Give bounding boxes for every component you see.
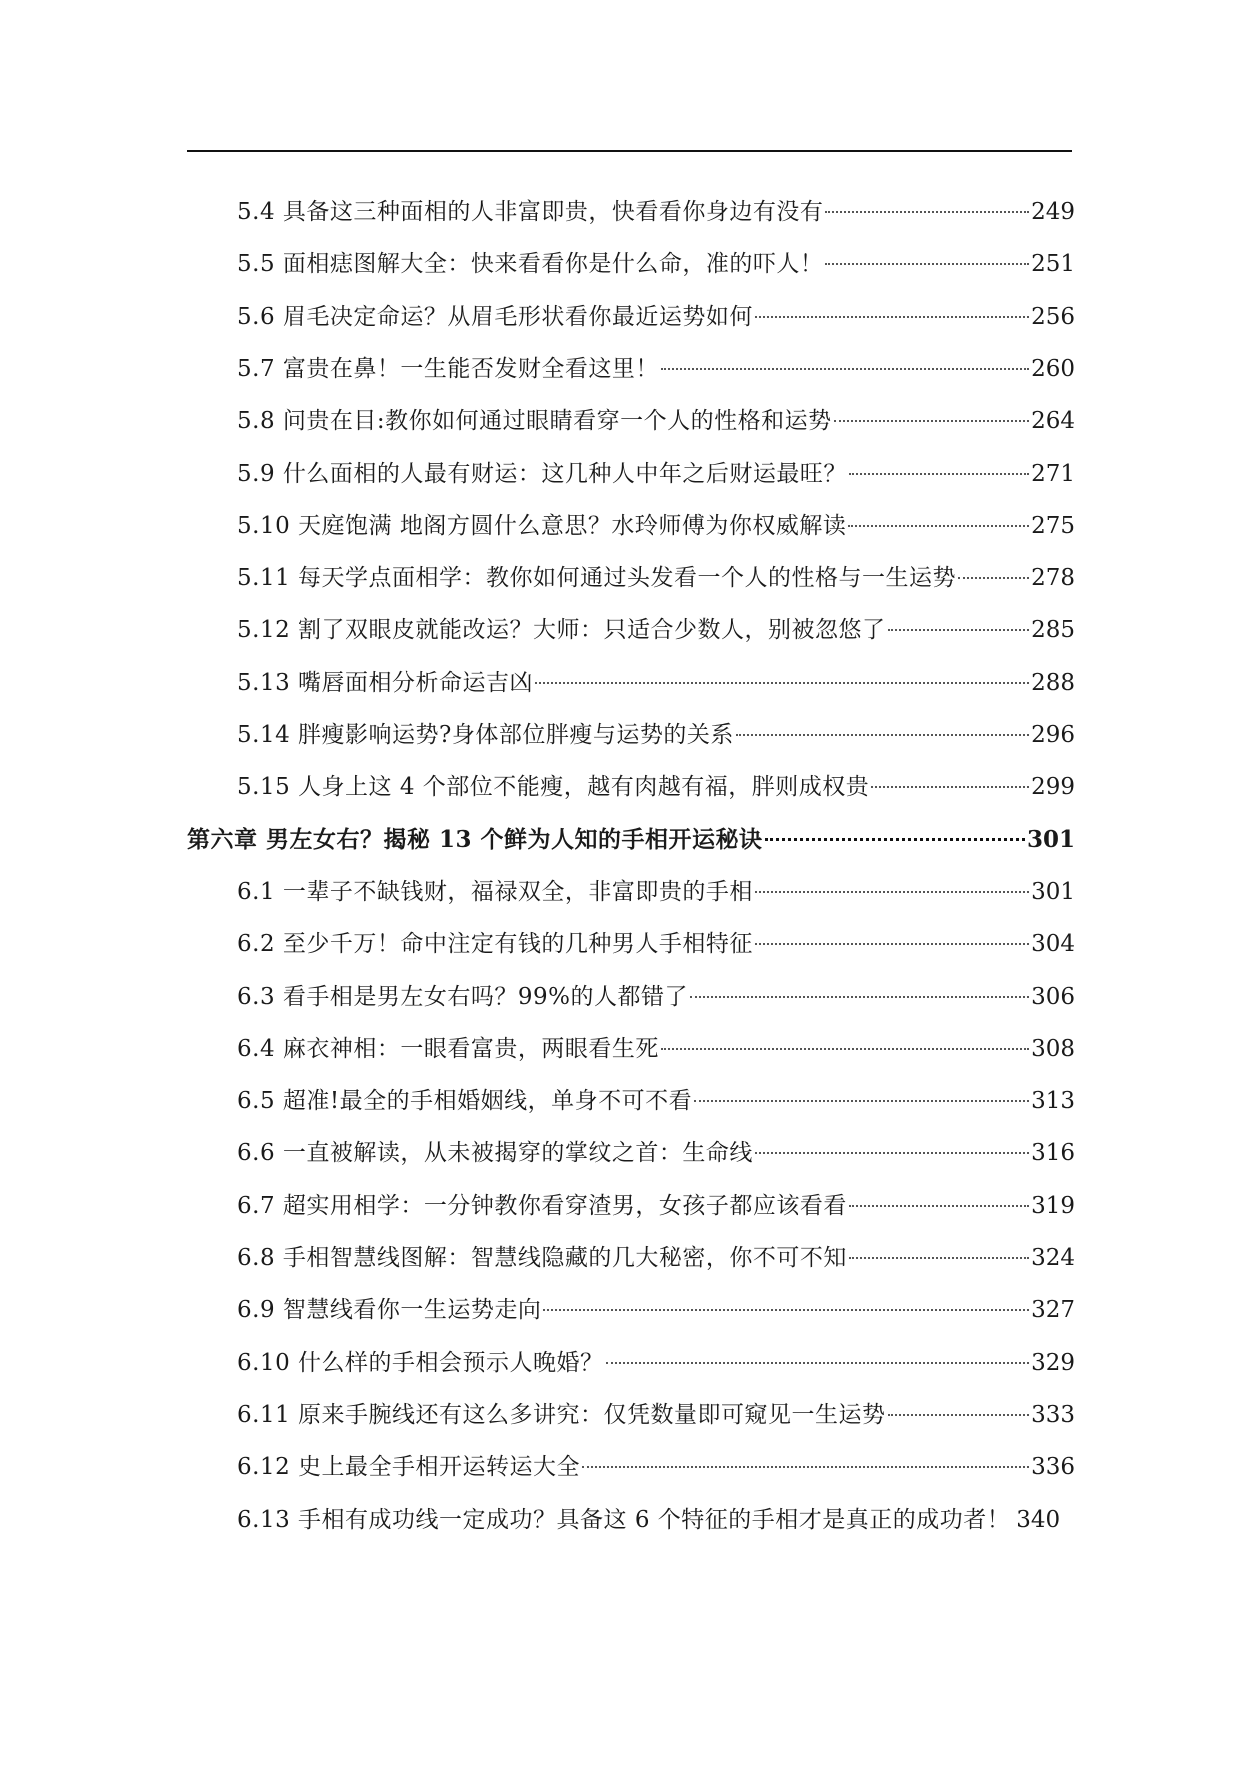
toc-entry-title: 6.8 手相智慧线图解：智慧线隐藏的几大秘密，你不可不知 [237,1245,847,1271]
toc-entry[interactable] [237,404,1075,438]
toc-page-number: 260 [1031,355,1075,382]
toc-entry-title: 5.13 嘴唇面相分析命运吉凶 [237,669,534,696]
toc-page-number: 299 [1031,774,1075,801]
toc-page-number: 329 [1031,1349,1075,1376]
toc-entry[interactable] [237,875,1075,909]
toc-entry-title: 6.13 手相有成功线一定成功？具备这 6 个特征的手相才是真正的成功者！ [237,1506,1011,1533]
toc-entry[interactable] [237,718,1075,752]
toc-page-number: 327 [1031,1297,1075,1324]
dot-leader [755,943,1029,945]
toc-entry-title: 6.1 一辈子不缺钱财，福禄双全，非富即贵的手相 [237,878,753,905]
dot-leader [888,1414,1030,1416]
dot-leader [848,525,1029,527]
toc-entry[interactable] [237,195,1075,229]
dot-leader [661,1048,1029,1050]
toc-page-number: 316 [1031,1140,1075,1167]
toc-page-number: 319 [1031,1192,1075,1219]
toc-page-number: 275 [1031,512,1075,539]
toc-page-number: 313 [1031,1088,1075,1115]
toc-entry-title: 6.10 什么样的手相会预示人晚婚？ [237,1349,604,1376]
toc-entry-title: 5.11 每天学点面相学：教你如何通过头发看一个人的性格与一生运势 [237,565,957,592]
toc-entry-title: 5.4 具备这三种面相的人非富即贵，快看看你身边有没有 [237,199,824,225]
dot-leader [834,420,1029,422]
toc-page-number: 251 [1031,251,1075,278]
toc-entry[interactable] [237,561,1075,595]
toc-entry-title: 6.5 超准!最全的手相婚姻线，单身不可不看 [237,1088,693,1115]
toc-entry[interactable] [237,980,1075,1014]
dot-leader [888,629,1030,631]
dot-leader [582,1466,1029,1468]
header-rule [187,150,1072,152]
dot-leader [849,1257,1029,1259]
toc-entry[interactable] [237,247,1075,281]
toc-entry-title: 5.9 什么面相的人最有财运：这几种人中年之后财运最旺？ [237,460,847,487]
toc-entry[interactable] [237,457,1075,491]
dot-leader [661,368,1029,370]
toc-page-number: 336 [1031,1454,1075,1481]
dot-leader [606,1362,1030,1364]
dot-leader [543,1309,1029,1311]
toc-page-number: 301 [1031,878,1075,905]
toc-entry[interactable] [237,1136,1075,1170]
toc-page-number: 285 [1031,617,1075,644]
toc-entry-title: 6.3 看手相是男左女右吗？99%的人都错了 [237,983,689,1010]
dot-leader [849,473,1029,475]
toc-page-number: 306 [1031,983,1075,1010]
toc-entry[interactable] [237,1084,1075,1118]
toc-entry-title: 6.12 史上最全手相开运转运大全 [237,1454,581,1481]
dot-leader [755,891,1029,893]
toc-chapter-entry[interactable] [187,823,1075,857]
toc-entry[interactable] [237,300,1075,334]
toc-entry[interactable] [237,927,1075,961]
toc-page-number: 308 [1031,1035,1075,1062]
toc-entry-title: 第六章 男左女右？揭秘 13 个鲜为人知的手相开运秘诀 [187,825,763,853]
toc-entry[interactable] [237,1450,1075,1484]
toc-entry-title: 6.4 麻衣神相：一眼看富贵，两眼看生死 [237,1035,659,1062]
toc-entry[interactable] [237,770,1075,804]
toc-entry-title: 5.15 人身上这 4 个部位不能瘦，越有肉越有福，胖则成权贵 [237,774,870,801]
dot-leader [765,838,1025,841]
toc-entry-title: 5.8 问贵在目:教你如何通过眼睛看穿一个人的性格和运势 [237,408,832,435]
toc-page-number: 333 [1031,1401,1075,1428]
toc-entry[interactable] [237,1293,1075,1327]
toc-page-number: 301 [1026,825,1075,853]
dot-leader [755,1152,1029,1154]
toc-entry[interactable] [237,1032,1075,1066]
toc-entry[interactable] [237,1189,1075,1223]
toc-page-number: 304 [1031,931,1075,958]
toc-entry-title: 5.6 眉毛决定命运？从眉毛形状看你最近运势如何 [237,303,753,330]
toc-entry[interactable] [237,613,1075,647]
toc-entry-title: 5.12 割了双眼皮就能改运？大师：只适合少数人，别被忽悠了 [237,617,886,644]
toc-page-number: 278 [1031,565,1075,592]
dot-leader [849,1205,1029,1207]
toc-entry[interactable] [237,1398,1075,1432]
dot-leader [871,786,1029,788]
toc-entry-title: 6.6 一直被解读，从未被揭穿的掌纹之首：生命线 [237,1140,753,1167]
dot-leader [825,263,1029,265]
dot-leader [535,682,1029,684]
toc-entry[interactable] [237,1503,1075,1537]
toc-page-number: 296 [1031,722,1075,748]
toc-entry[interactable] [237,509,1075,543]
dot-leader [755,316,1029,318]
dot-leader [736,734,1029,736]
toc-page-number: 264 [1031,408,1075,435]
toc-entry[interactable] [237,1346,1075,1380]
toc-entry-title: 5.14 胖瘦影响运势?身体部位胖瘦与运势的关系 [237,722,734,748]
toc-entry-title: 6.7 超实用相学：一分钟教你看穿渣男，女孩子都应该看看 [237,1192,847,1219]
toc-entry-title: 6.9 智慧线看你一生运势走向 [237,1297,542,1324]
toc-entry-title: 5.5 面相痣图解大全：快来看看你是什么命，准的吓人！ [237,251,824,278]
toc-entry-title: 6.11 原来手腕线还有这么多讲究：仅凭数量即可窥见一生运势 [237,1401,886,1428]
toc-entry-title: 5.7 富贵在鼻！一生能否发财全看这里！ [237,355,659,382]
toc-entry-title: 6.2 至少千万！命中注定有钱的几种男人手相特征 [237,931,753,958]
toc-page-number: 324 [1031,1245,1075,1271]
toc-entry-title: 5.10 天庭饱满 地阁方圆什么意思？水玲师傅为你权威解读 [237,512,847,539]
dot-leader [825,211,1029,213]
toc-entry[interactable] [237,666,1075,700]
dot-leader [958,577,1029,579]
toc-page-number: 340 [1016,1506,1061,1533]
toc-entry[interactable] [237,352,1075,386]
toc-page-number: 249 [1031,199,1075,225]
toc-page-number: 256 [1031,303,1075,330]
dot-leader [690,996,1029,998]
toc-page-number: 288 [1031,669,1075,696]
toc-entry[interactable] [237,1241,1075,1275]
toc-page-number: 271 [1031,460,1075,487]
dot-leader [694,1100,1029,1102]
